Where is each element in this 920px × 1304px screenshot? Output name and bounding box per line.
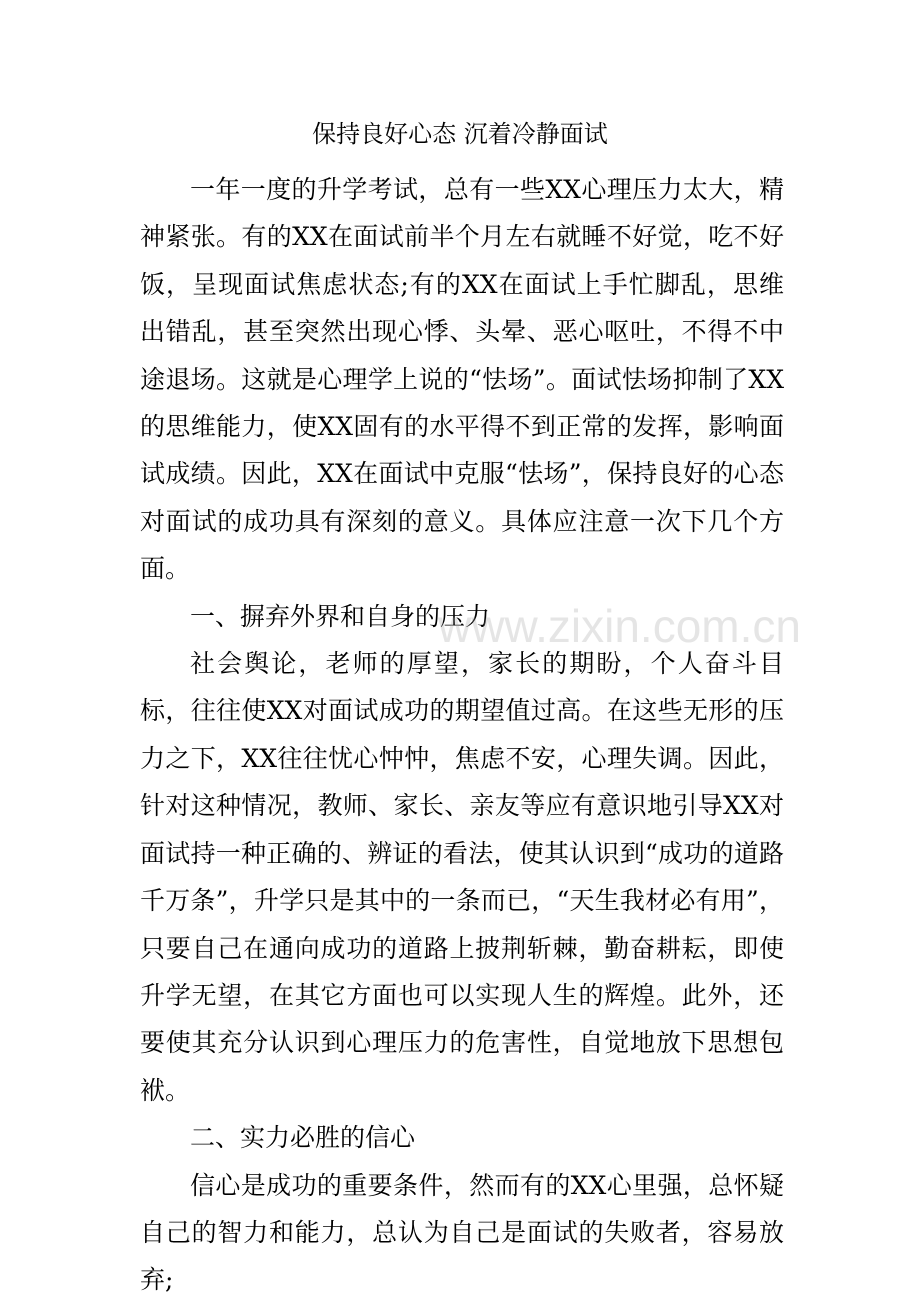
section-1-paragraph: 社会舆论，老师的厚望，家长的期盼，个人奋斗目标，往往使XX对面试成功的期望值过高。在这些无形的压力之下，XX往往忧心忡忡，焦虑不安，心理失调。因此，针对这种情况，教师、家长、亲友等应有意识地引导XX对面试持一种正确的、辨证的看法，使其认识到“成功的道路千万条”，升学只是其中的一条而已，“天生我材必有用”，只要自己在通向成功的道路上披荆斩棘，勤奋耕耘，即使升学无望，在其它方面也可以实现人生的辉煌。此外，还要使其充分认识到心理压力的危害性，自觉地放下思想包袱。 [140, 649, 784, 1105]
intro-paragraph: 一年一度的升学考试，总有一些XX心理压力太大，精神紧张。有的XX在面试前半个月左右就睡不好觉，吃不好饭，呈现面试焦虑状态;有的XX在面试上手忙脚乱，思维出错乱，甚至突然出现心悸、头晕、恶心呕吐，不得不中途退场。这就是心理学上说的“怯场”。面试怯场抑制了XX的思维能力，使XX固有的水平得不到正常的发挥，影响面试成绩。因此，XX在面试中克服“怯场”，保持良好的心态对面试的成功具有深刻的意义。具体应注意一次下几个方面。 [140, 175, 784, 584]
document-title: 保持良好心态 沉着冷静面试 [312, 120, 608, 148]
section-2-heading: 二、实力必胜的信心 [190, 1123, 416, 1153]
section-2-paragraph: 信心是成功的重要条件，然而有的XX心里强，总怀疑自己的智力和能力，总认为自己是面试的失败者，容易放弃; [140, 1170, 784, 1295]
document-body [140, 166, 784, 1304]
watermark: www.zixin.com.cn [438, 600, 801, 652]
section-1-heading: 一、摒弃外界和自身的压力 [190, 601, 491, 631]
